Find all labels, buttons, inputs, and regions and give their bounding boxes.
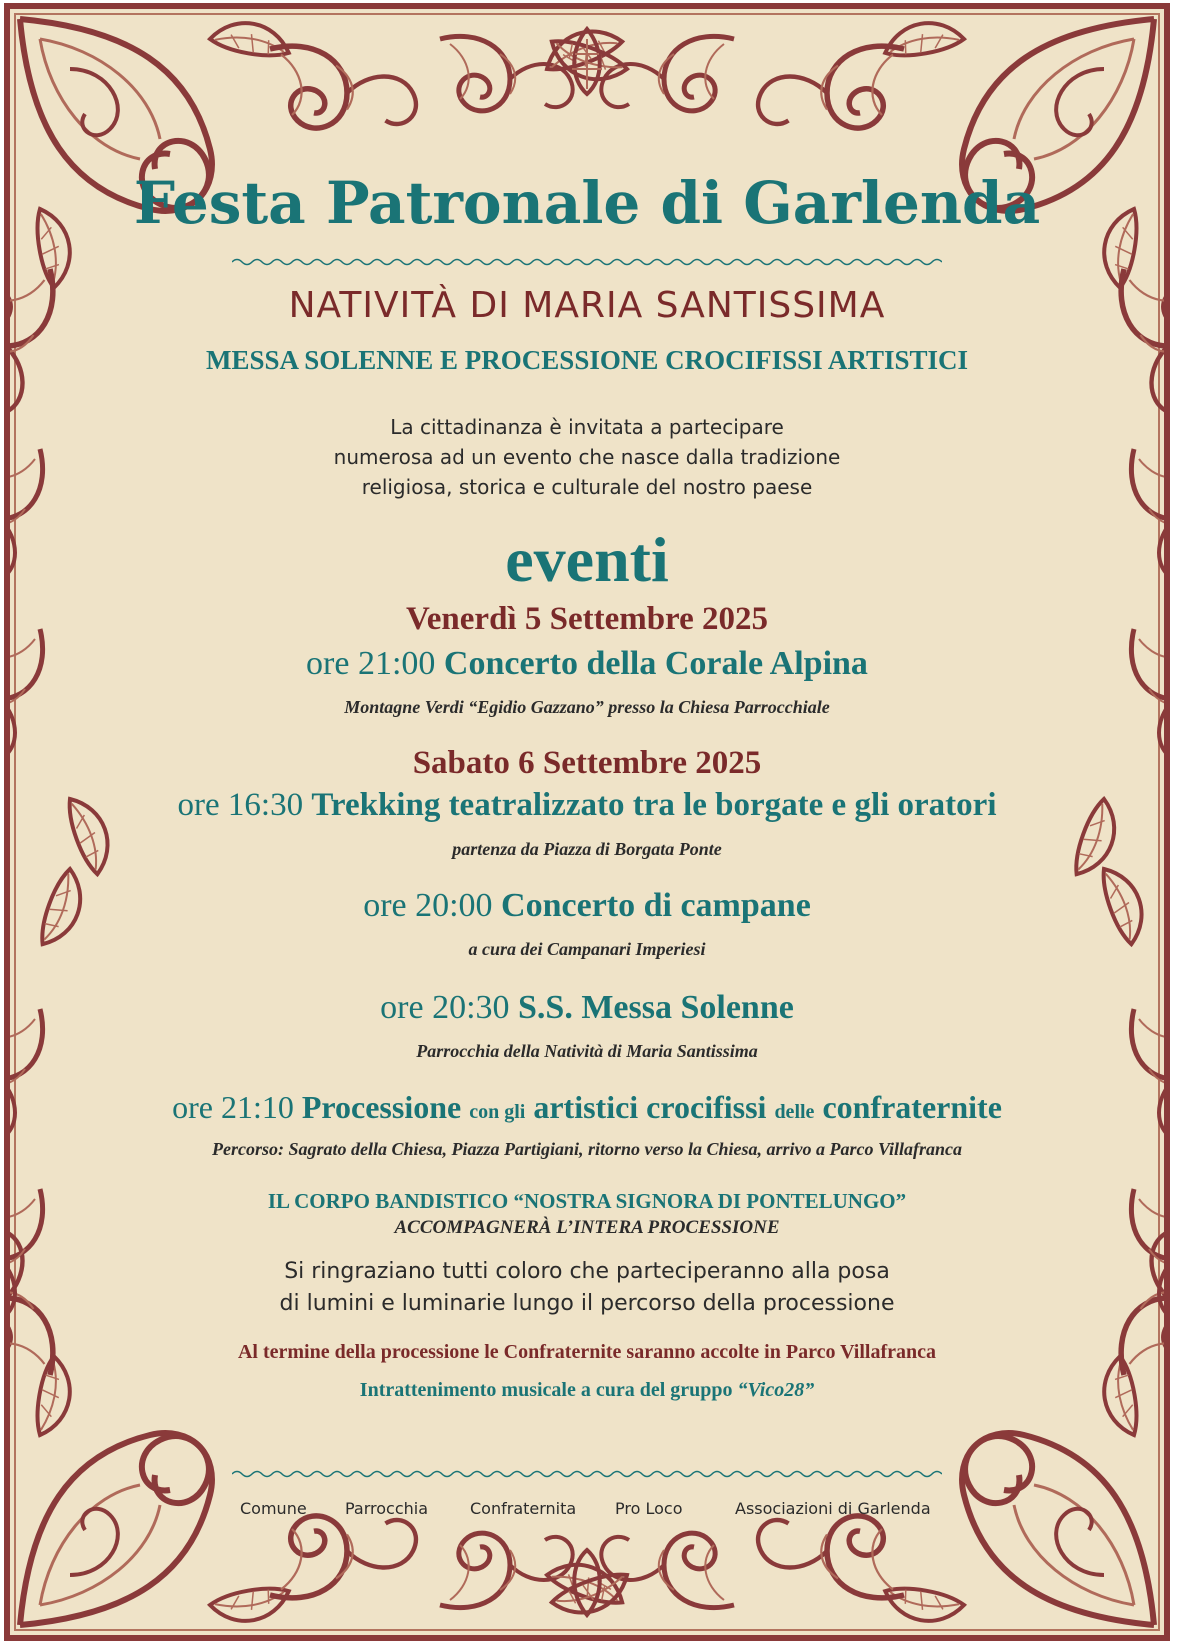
- day2-date: Sabato 6 Settembre 2025: [412, 745, 762, 781]
- closing-group: “Vico28”: [737, 1379, 815, 1401]
- day2-e3-title: S.S. Messa Solenne: [518, 989, 794, 1026]
- day2-e2-note: a cura dei Campanari Imperiesi: [468, 939, 706, 959]
- intro-line-1: La cittadinanza è invitata a partecipare: [390, 415, 784, 439]
- day2-event-1: [10, 787, 1164, 824]
- poster-content: [10, 9, 1164, 1635]
- thanks-line-1: Si ringraziano tutti coloro che parteciperanno alla posa: [284, 1259, 890, 1284]
- bottom-divider: [232, 1469, 942, 1479]
- band-line-2: ACCOMPAGNERÀ L’INTERA PROCESSIONE: [394, 1217, 780, 1238]
- day2-e2-time: ore 20:00: [363, 887, 493, 924]
- day2-e3-time: ore 20:30: [380, 989, 510, 1026]
- day2-e2-title: Concerto di campane: [501, 887, 811, 924]
- footer-pro-loco: Pro Loco: [615, 1499, 683, 1518]
- day1-date: Venerdì 5 Settembre 2025: [405, 601, 769, 637]
- footer-associazioni: Associazioni di Garlenda: [735, 1499, 931, 1518]
- day2-e1-note: partenza da Piazza di Borgata Ponte: [452, 839, 722, 859]
- footer-comune: Comune: [240, 1499, 307, 1518]
- day2-e1-title: Trekking teatralizzato tra le borgate e gli oratori: [311, 787, 997, 823]
- top-divider: [232, 257, 942, 267]
- day2-event-4: [10, 1089, 1164, 1126]
- day2-e4-w2: con gli: [469, 1101, 526, 1123]
- day2-e1-time: ore 16:30: [177, 787, 304, 823]
- closing-line-1: Al termine della processione le Confraternite saranno accolte in Parco Villafranca: [237, 1341, 937, 1363]
- day1-time: ore 21:00: [306, 645, 436, 682]
- day2-e4-time: ore 21:10: [172, 1089, 294, 1125]
- closing-text: Intrattenimento musicale a cura del gruppo: [359, 1379, 733, 1401]
- day1-note: Montagne Verdi “Egidio Gazzano” presso la Chiesa Parrocchiale: [344, 697, 830, 717]
- subtitle-2: MESSA SOLENNE E PROCESSIONE CROCIFISSI ARTISTICI: [205, 345, 969, 375]
- day1-title: Concerto della Corale Alpina: [443, 645, 868, 682]
- day2-event-3: [10, 989, 1164, 1027]
- footer-confraternita: Confraternita: [470, 1499, 577, 1518]
- band-line-1: IL CORPO BANDISTICO “NOSTRA SIGNORA DI PONTELUNGO”: [267, 1189, 907, 1213]
- events-heading: eventi: [505, 524, 669, 595]
- day2-e4-w1: Processione: [301, 1089, 462, 1125]
- day2-e3-note: Parrocchia della Natività di Maria Santissima: [416, 1041, 758, 1061]
- poster-title: Festa Patronale di Garlenda: [133, 169, 1041, 237]
- day2-e4-w3: artistici crocifissi: [533, 1089, 767, 1125]
- day2-e4-note: Percorso: Sagrato della Chiesa, Piazza Partigiani, ritorno verso la Chiesa, arrivo a Parco Villafranca: [211, 1139, 963, 1159]
- footer-parrocchia: Parrocchia: [345, 1499, 429, 1518]
- intro-line-2: numerosa ad un evento che nasce dalla tradizione: [333, 445, 841, 469]
- subtitle: NATIVITÀ DI MARIA SANTISSIMA: [288, 285, 886, 326]
- intro-line-3: religiosa, storica e culturale del nostro paese: [361, 475, 813, 499]
- day1-event: [10, 645, 1164, 683]
- day2-event-2: [10, 887, 1164, 925]
- day2-e4-w5: confraternite: [822, 1089, 1002, 1125]
- thanks-line-2: di lumini e luminarie lungo il percorso della processione: [279, 1291, 895, 1316]
- closing-line-2: [10, 1379, 1164, 1402]
- poster: [4, 3, 1170, 1641]
- day2-e4-w4: delle: [774, 1101, 815, 1123]
